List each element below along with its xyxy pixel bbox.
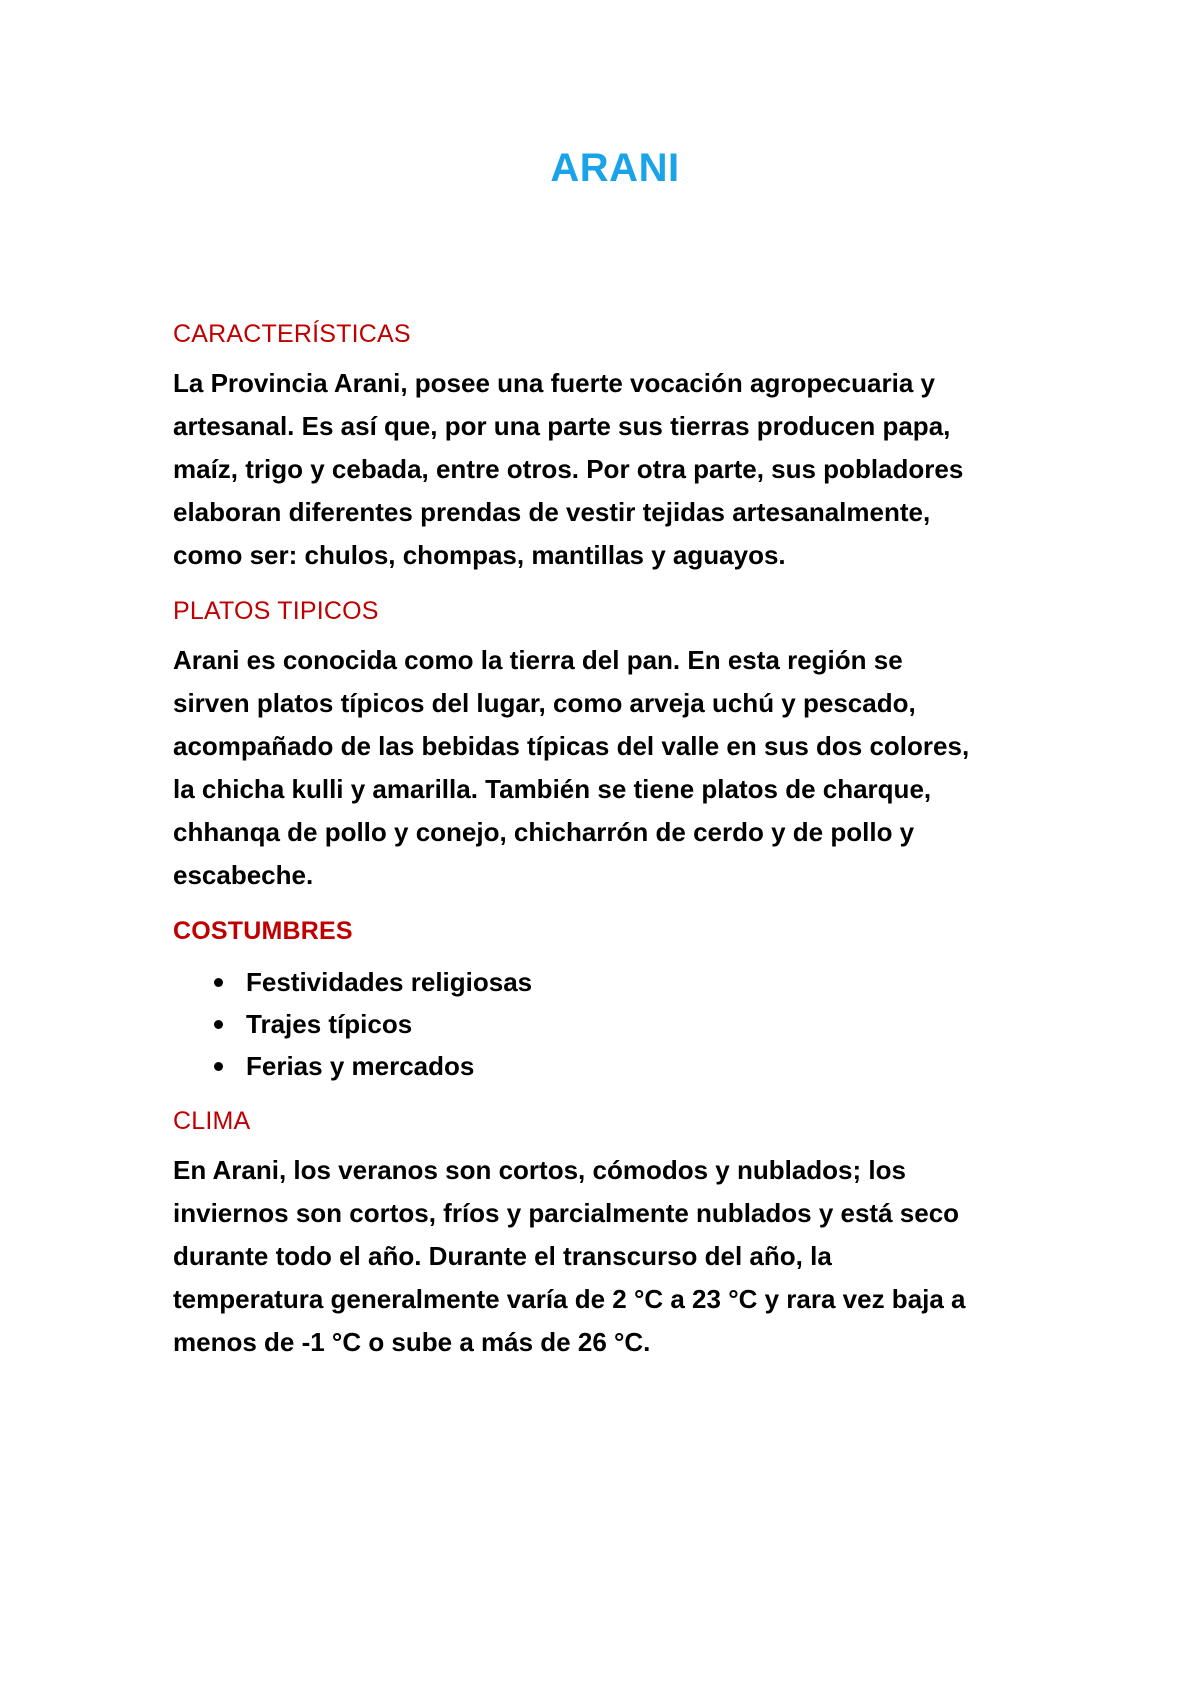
paragraph-line: inviernos son cortos, fríos y parcialmente nublados y está seco (173, 1198, 960, 1228)
paragraph-line: maíz, trigo y cebada, entre otros. Por otra parte, sus pobladores (173, 454, 964, 484)
paragraph-line: la chicha kulli y amarilla. También se tiene platos de charque, (173, 774, 932, 804)
section-clima (173, 1105, 1053, 1364)
list-item (173, 1045, 1053, 1087)
list-item-text: Trajes típicos (246, 1009, 413, 1039)
list-item-text: Ferias y mercados (246, 1051, 475, 1081)
paragraph-line: artesanal. Es así que, por una parte sus tierras producen papa, (173, 411, 951, 441)
paragraph-line: sirven platos típicos del lugar, como arveja uchú y pescado, (173, 688, 916, 718)
paragraph-line: Arani es conocida como la tierra del pan. En esta región se (173, 645, 903, 675)
paragraph-line: La Provincia Arani, posee una fuerte vocación agropecuaria y (173, 368, 935, 398)
section-paragraph (173, 362, 1053, 577)
bullet-icon (214, 1020, 223, 1029)
list-item (173, 961, 1053, 1003)
paragraph-line: En Arani, los veranos son cortos, cómodos y nublados; los (173, 1155, 906, 1185)
paragraph-line: chhanqa de pollo y conejo, chicharrón de cerdo y de pollo y (173, 817, 915, 847)
document-body (173, 318, 1053, 1364)
paragraph-line: temperatura generalmente varía de 2 °C a 23 °C y rara vez baja a (173, 1284, 966, 1314)
section-paragraph (173, 639, 1053, 897)
section-heading: COSTUMBRES (173, 917, 353, 945)
section-costumbres (173, 915, 1053, 1087)
document-title: ARANI (550, 146, 680, 190)
paragraph-line: elaboran diferentes prendas de vestir tejidas artesanalmente, (173, 497, 931, 527)
paragraph-line: como ser: chulos, chompas, mantillas y aguayos. (173, 540, 786, 570)
paragraph-line: acompañado de las bebidas típicas del valle en sus dos colores, (173, 731, 970, 761)
paragraph-line: durante todo el año. Durante el transcurso del año, la (173, 1241, 832, 1271)
paragraph-line: escabeche. (173, 860, 314, 890)
section-heading: CLIMA (173, 1107, 251, 1135)
section-heading: CARACTERÍSTICAS (173, 320, 411, 348)
section-caracteristicas (173, 318, 1053, 577)
section-paragraph (173, 1149, 1053, 1364)
bullet-icon (214, 1062, 223, 1071)
list-item-text: Festividades religiosas (246, 967, 533, 997)
list-item (173, 1003, 1053, 1045)
bullet-icon (214, 978, 223, 987)
section-platos-tipicos (173, 595, 1053, 897)
paragraph-line: menos de -1 °C o sube a más de 26 °C. (173, 1327, 651, 1357)
section-heading: PLATOS TIPICOS (173, 597, 379, 625)
customs-list (173, 961, 1053, 1087)
